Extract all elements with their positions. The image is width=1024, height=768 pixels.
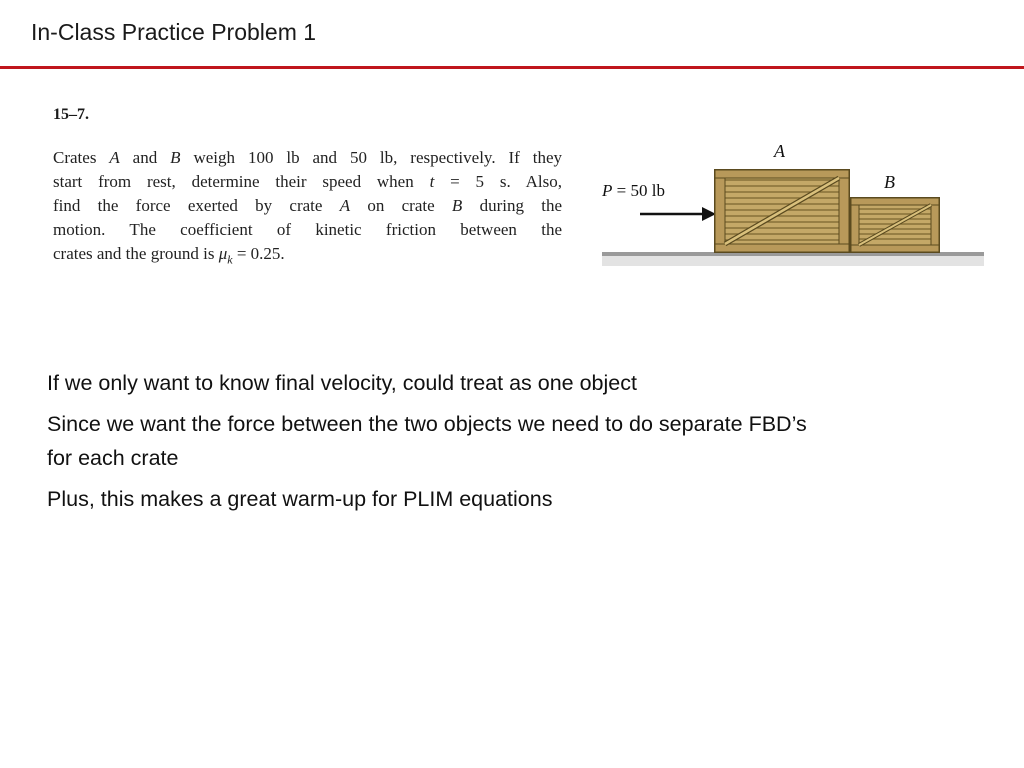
slide-title: In-Class Practice Problem 1 xyxy=(31,19,317,45)
note-item: If we only want to know final velocity, could treat as one object xyxy=(47,371,637,395)
crates-diagram xyxy=(598,134,984,270)
crate-a-label: A xyxy=(774,141,785,161)
note-item: Since we want the force between the two objects we need to do separate FBD’s for each crate xyxy=(47,412,807,470)
force-label: P = 50 lb xyxy=(602,181,665,200)
title-divider xyxy=(0,66,1024,69)
problem-number: 15–7. xyxy=(53,106,89,123)
problem-line: start from rest, determine their speed when t = 5 s. Also, xyxy=(53,172,562,191)
problem-line: crates and the ground is $\mu_k = 0.25$. xyxy=(53,244,285,267)
ground-shade xyxy=(602,256,984,266)
note-item: Plus, this makes a great warm-up for PLIM equations xyxy=(47,487,553,511)
problem-statement xyxy=(53,146,562,271)
problem-line: find the force exerted by crate A on crate B during the xyxy=(53,196,562,215)
crate-b-label: B xyxy=(884,172,895,192)
crate-a xyxy=(715,170,849,252)
crate-b xyxy=(851,198,939,252)
notes-list xyxy=(47,366,827,523)
problem-line: Crates A and B weigh 100 lb and 50 lb, respectively. If they xyxy=(53,148,563,167)
problem-line: motion. The coefficient of kinetic friction between the xyxy=(53,220,562,239)
force-arrow xyxy=(640,207,716,221)
